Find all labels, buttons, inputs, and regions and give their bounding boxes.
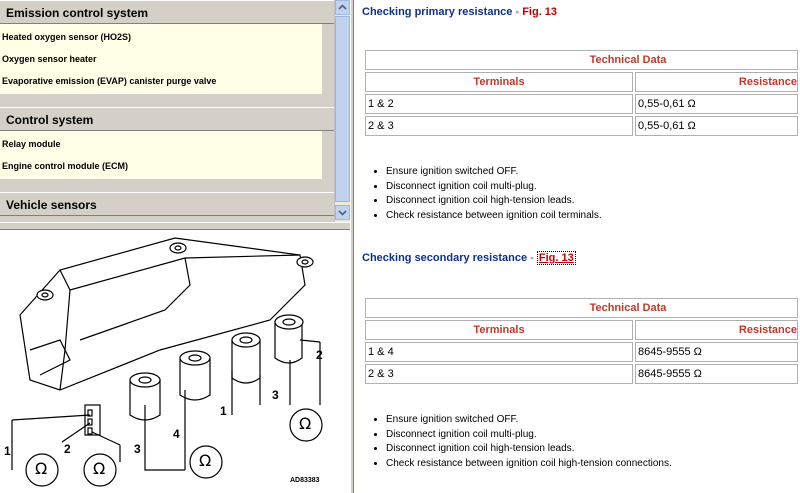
ohm-symbol-middle: Ω	[93, 459, 106, 478]
secondary-fig-link[interactable]: Fig. 13	[538, 252, 574, 264]
table-row	[365, 364, 798, 384]
callout-2-plug: 2	[64, 442, 71, 456]
scroll-thumb[interactable]	[335, 16, 350, 202]
list-item: • Check resistance between ignition coil high-tension connections.	[386, 457, 672, 472]
horizontal-splitter[interactable]	[0, 222, 350, 230]
secondary-technical-data-table	[363, 296, 800, 386]
table-header-row	[365, 72, 798, 92]
callout-3-plug: 3	[134, 442, 141, 456]
secondary-resistance-heading	[362, 252, 576, 264]
list-item: • Disconnect ignition coil multi-plug.	[386, 180, 602, 195]
nav-item-engine-control-module[interactable]: Engine control module (ECM)	[2, 161, 128, 171]
table-title-row	[365, 298, 798, 318]
cell-resistance: 0,55-0,61 Ω	[635, 94, 798, 114]
navigation-panel	[0, 0, 350, 222]
section-header-emission-control[interactable]: Emission control system	[0, 0, 334, 24]
table-row	[365, 94, 798, 114]
ohm-symbol-lower: Ω	[199, 451, 212, 470]
primary-resistance-heading	[362, 6, 557, 18]
callout-4-tower: 4	[173, 427, 180, 441]
table-title-row	[365, 50, 798, 70]
primary-heading-text: Checking primary resistance	[362, 6, 513, 18]
callout-3-tower: 3	[272, 388, 279, 402]
content-pane	[354, 0, 800, 493]
col-header-terminals: Terminals	[365, 72, 633, 92]
table-title: Technical Data	[365, 298, 798, 318]
col-header-terminals: Terminals	[365, 320, 633, 340]
cell-terminals: 1 & 4	[365, 342, 633, 362]
cell-resistance: 8645-9555 Ω	[635, 342, 798, 362]
section-body-control-system	[0, 131, 322, 179]
section-header-vehicle-sensors[interactable]: Vehicle sensors	[0, 192, 334, 216]
ignition-coil-diagram	[0, 230, 350, 493]
ohm-symbol-left: Ω	[35, 459, 48, 478]
primary-technical-data-table	[363, 48, 800, 138]
list-item: • Disconnect ignition coil high-tension leads.	[386, 442, 672, 457]
callout-1-tower: 1	[220, 404, 227, 418]
table-title: Technical Data	[365, 50, 798, 70]
cell-terminals: 2 & 3	[365, 116, 633, 136]
col-header-resistance: Resistance	[635, 72, 798, 92]
nav-item-heated-oxygen-sensor[interactable]: Heated oxygen sensor (HO2S)	[2, 32, 132, 42]
primary-fig-link[interactable]: Fig. 13	[522, 6, 558, 18]
primary-steps-list	[362, 165, 602, 223]
secondary-steps-list	[362, 413, 672, 471]
secondary-heading-separator: -	[530, 252, 534, 264]
nav-item-relay-module[interactable]: Relay module	[2, 139, 61, 149]
secondary-heading-text: Checking secondary resistance	[362, 252, 528, 264]
callout-2-tower: 2	[316, 348, 323, 362]
callout-1-left: 1	[4, 444, 11, 458]
nav-item-evap-purge-valve[interactable]: Evaporative emission (EVAP) canister purge valve	[2, 76, 217, 86]
nav-item-oxygen-sensor-heater[interactable]: Oxygen sensor heater	[2, 54, 97, 64]
list-item: • Check resistance between ignition coil terminals.	[386, 209, 602, 224]
ohm-symbol-right: Ω	[299, 414, 312, 433]
list-item: • Ensure ignition switched OFF.	[386, 165, 602, 180]
section-body-emission-control	[0, 24, 322, 94]
cell-terminals: 2 & 3	[365, 364, 633, 384]
list-item: • Ensure ignition switched OFF.	[386, 413, 672, 428]
cell-resistance: 8645-9555 Ω	[635, 364, 798, 384]
figure-panel	[0, 230, 350, 493]
chevron-down-icon	[336, 206, 349, 219]
scroll-down-button[interactable]	[335, 205, 350, 220]
list-item: • Disconnect ignition coil multi-plug.	[386, 428, 672, 443]
col-header-resistance: Resistance	[635, 320, 798, 340]
table-row	[365, 116, 798, 136]
scroll-up-button[interactable]	[335, 0, 350, 15]
list-item: • Disconnect ignition coil high-tension leads.	[386, 194, 602, 209]
figure-reference-code: AD83383	[290, 477, 320, 484]
nav-scrollbar[interactable]	[334, 0, 350, 222]
cell-resistance: 0,55-0,61 Ω	[635, 116, 798, 136]
table-header-row	[365, 320, 798, 340]
chevron-up-icon	[336, 1, 349, 14]
primary-heading-separator: -	[515, 6, 520, 18]
table-row	[365, 342, 798, 362]
section-header-control-system[interactable]: Control system	[0, 107, 334, 131]
cell-terminals: 1 & 2	[365, 94, 633, 114]
